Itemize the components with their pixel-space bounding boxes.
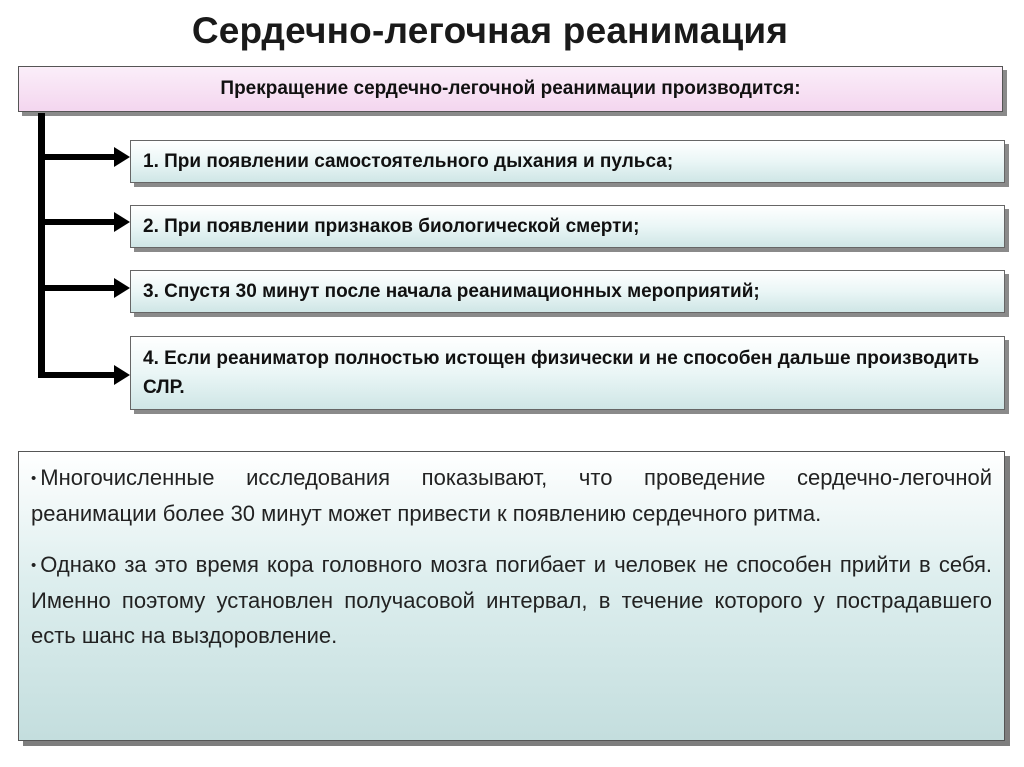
- connector-branch-3: [38, 285, 116, 291]
- item-text-3: 3. Спустя 30 минут после начала реанимационных мероприятий;: [143, 281, 760, 302]
- note-paragraph-1: [31, 460, 992, 531]
- note-text-1: Многочисленные исследования показывают, что проведение сердечно-легочной реанимации более 30 минут может привести к появлению сердечного ритма.: [31, 465, 992, 526]
- bullet-icon: •: [31, 470, 37, 487]
- header-text: Прекращение сердечно-легочной реанимации производится:: [220, 78, 801, 99]
- arrowhead-1: [114, 147, 130, 167]
- item-text-4: 4. Если реаниматор полностью истощен физически и не способен дальше производить СЛР.: [143, 348, 980, 398]
- item-box-3: [130, 270, 1005, 313]
- bullet-icon: •: [31, 557, 37, 574]
- item-box-2: [130, 205, 1005, 248]
- note-text-2: Однако за это время кора головного мозга погибает и человек не способен прийти в себя. Именно поэтому установлен получасовой интервал, в течение которого у пострадавшего есть шанс на выздоровление.: [31, 552, 992, 648]
- notes-box: [18, 451, 1005, 741]
- header-box: [18, 66, 1003, 112]
- item-box-4: [130, 336, 1005, 410]
- item-text-2: 2. При появлении признаков биологической смерти;: [143, 216, 640, 237]
- connector-branch-4: [38, 372, 116, 378]
- arrowhead-2: [114, 212, 130, 232]
- arrowhead-3: [114, 278, 130, 298]
- connector-branch-1: [38, 154, 116, 160]
- slide-title: Сердечно-легочная реанимация: [191, 10, 789, 51]
- connector-trunk: [38, 113, 45, 377]
- connector-branch-2: [38, 219, 116, 225]
- item-box-1: [130, 140, 1005, 183]
- arrowhead-4: [114, 365, 130, 385]
- note-paragraph-2: [31, 547, 992, 653]
- item-text-1: 1. При появлении самостоятельного дыхания и пульса;: [143, 151, 674, 172]
